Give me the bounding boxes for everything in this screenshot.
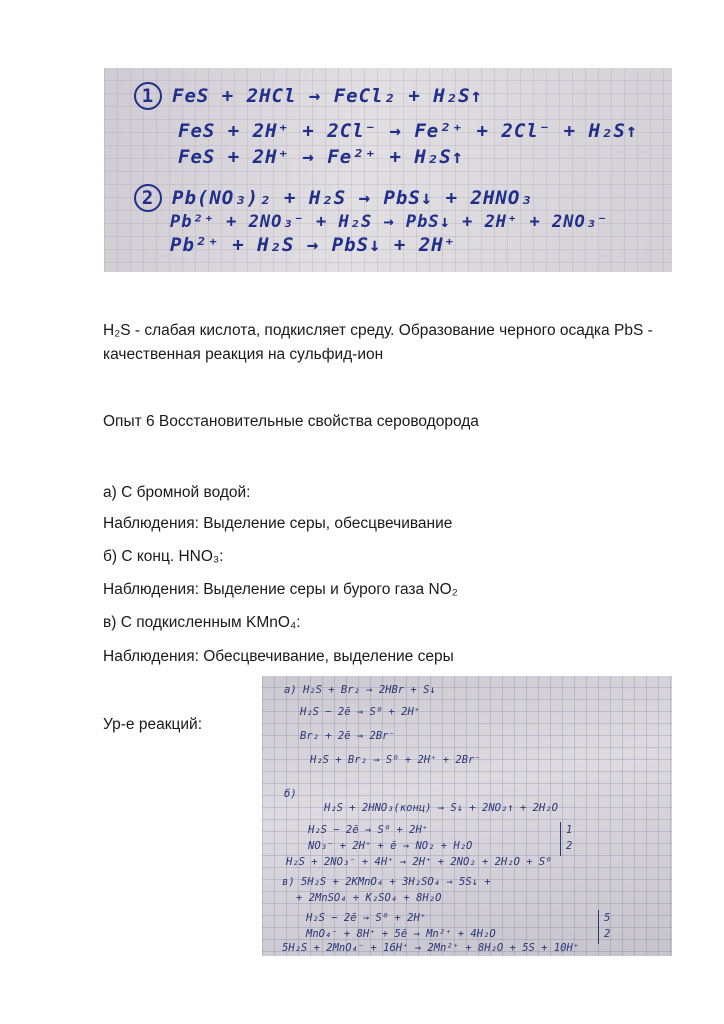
part-c-label: в) С подкисленным KMnO₄: <box>103 614 301 631</box>
reaction-c-oxidation: H₂S − 2ē → S⁰ + 2H⁺ <box>306 912 427 924</box>
part-c-observation: Наблюдения: Обесцвечивание, выделение серы <box>103 648 454 665</box>
reaction-c-reduction-coefficient: 2 <box>604 928 611 940</box>
reaction-equations-label: Ур-е реакций: <box>103 716 203 733</box>
explanation-line-2: качественная реакция на сульфид-ион <box>103 346 384 363</box>
reaction-a-molecular: а) H₂S + Br₂ → 2HBr + S↓ <box>284 684 436 696</box>
balance-divider-c <box>598 910 599 944</box>
equation-1-full-ionic: FeS + 2H⁺ + 2Cl⁻ → Fe²⁺ + 2Cl⁻ + H₂S↑ <box>178 120 639 142</box>
reaction-b-reduction: NO₃⁻ + 2H⁺ + ē → NO₂ + H₂O <box>308 840 473 852</box>
equation-2-full-ionic: Pb²⁺ + 2NO₃⁻ + H₂S → PbS↓ + 2H⁺ + 2NO₃⁻ <box>170 212 609 232</box>
reaction-b-oxidation: H₂S − 2ē → S⁰ + 2H⁺ <box>308 824 429 836</box>
reaction-a-reduction: Br₂ + 2ē → 2Br⁻ <box>300 730 395 742</box>
reaction-b-reduction-coefficient: 2 <box>566 840 573 852</box>
reaction-c-molecular-cont: + 2MnSO₄ + K₂SO₄ + 8H₂O <box>296 892 442 904</box>
handwritten-equations-photo-1 <box>104 68 672 272</box>
equation-number-2: 2 <box>134 184 162 212</box>
reaction-c-reduction: MnO₄⁻ + 8H⁺ + 5ē → Mn²⁺ + 4H₂O <box>306 928 496 940</box>
equation-number-1: 1 <box>134 82 162 110</box>
part-b-observation: Наблюдения: Выделение серы и бурого газа NO₂ <box>103 581 458 598</box>
explanation-line-1: H₂S - слабая кислота, подкисляет среду. Образование черного осадка PbS - <box>103 322 653 339</box>
handwritten-equations-photo-2 <box>262 676 672 956</box>
reaction-b-oxidation-coefficient: 1 <box>566 824 573 836</box>
reaction-c-molecular: в) 5H₂S + 2KMnO₄ + 3H₂SO₄ → 5S↓ + <box>282 876 491 888</box>
reaction-c-oxidation-coefficient: 5 <box>604 912 611 924</box>
reaction-b-ionic: H₂S + 2NO₃⁻ + 4H⁺ → 2H⁺ + 2NO₂ + 2H₂O + S⁰ <box>286 856 552 868</box>
equation-1-short-ionic: FeS + 2H⁺ → Fe²⁺ + H₂S↑ <box>178 146 465 168</box>
reaction-a-oxidation: H₂S − 2ē → S⁰ + 2H⁺ <box>300 706 421 718</box>
equation-2-molecular: 2 Pb(NO₃)₂ + H₂S → PbS↓ + 2HNO₃ <box>134 184 533 212</box>
equation-2-short-ionic: Pb²⁺ + H₂S → PbS↓ + 2H⁺ <box>170 234 457 256</box>
reaction-c-ionic: 5H₂S + 2MnO₄⁻ + 16H⁺ → 2Mn²⁺ + 8H₂O + 5S + 10H⁺ <box>282 942 580 954</box>
experiment-heading: Опыт 6 Восстановительные свойства сероводорода <box>103 413 479 430</box>
reaction-a-ionic: H₂S + Br₂ → S⁰ + 2H⁺ + 2Br⁻ <box>310 754 481 766</box>
part-b-label: б) С конц. HNO₃: <box>103 548 224 565</box>
equation-1-molecular: 1 FeS + 2HCl → FeCl₂ + H₂S↑ <box>134 82 483 110</box>
part-a-observation: Наблюдения: Выделение серы, обесцвечивание <box>103 515 453 532</box>
reaction-b-molecular: H₂S + 2HNO₃(конц) → S↓ + 2NO₂↑ + 2H₂O <box>324 802 558 814</box>
part-a-label: а) С бромной водой: <box>103 484 251 501</box>
balance-divider-b <box>560 822 561 856</box>
reaction-b-label: б) <box>284 788 297 800</box>
